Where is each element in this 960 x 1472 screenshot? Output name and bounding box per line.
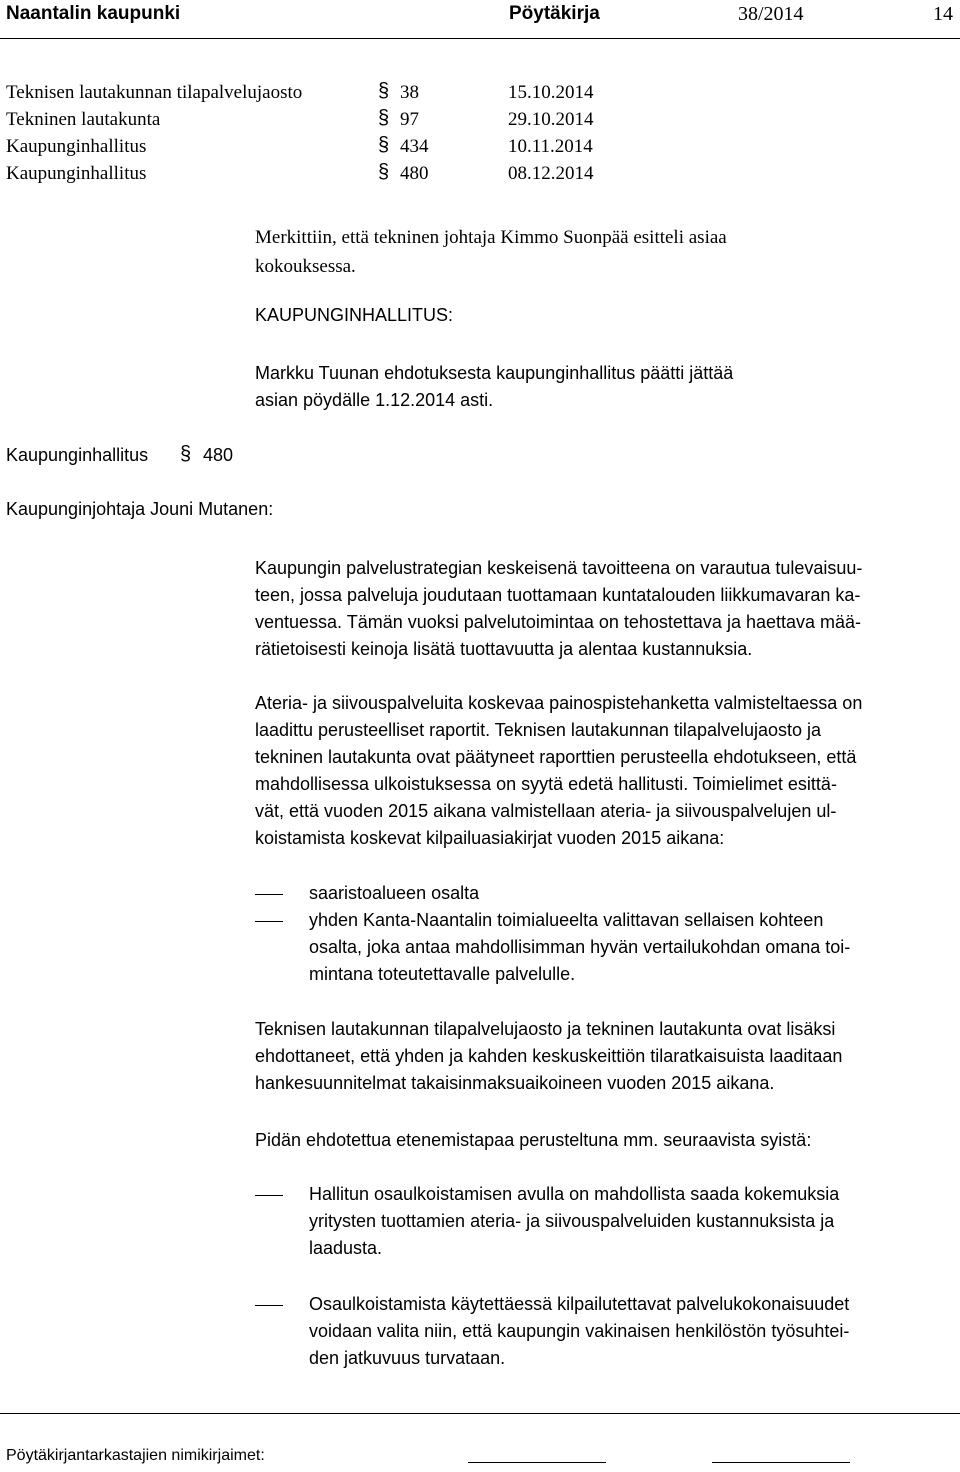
- paragraph-2: [255, 690, 955, 852]
- text-line: Pidän ehdotettua etenemistapaa perusteltuna mm. seuraavista syistä:: [255, 1130, 812, 1150]
- history-body: Kaupunginhallitus: [6, 136, 147, 157]
- signature-line[interactable]: [468, 1462, 606, 1463]
- current-body: Kaupunginhallitus: [6, 445, 149, 465]
- decision-text: [255, 360, 955, 414]
- header-city: Naantalin kaupunki: [6, 3, 181, 24]
- history-section: 434: [400, 136, 429, 157]
- header-page-number: 14: [933, 3, 953, 25]
- text-line: koistamista koskevat kilpailuasiakirjat vuoden 2015 aikana:: [255, 828, 725, 848]
- text-line: mahdollisessa ulkoistuksessa on syytä edetä hallitusti. Toimielimet esittä-: [255, 774, 837, 794]
- dash-bullet-icon: [255, 1195, 283, 1196]
- text-line: yhden Kanta-Naantalin toimialueelta valittavan sellaisen kohteen: [309, 910, 824, 930]
- section-sign-icon: §: [378, 161, 390, 183]
- signature-label: Pöytäkirjantarkastajien nimikirjaimet:: [6, 1447, 265, 1464]
- decision-line: asian pöydälle 1.12.2014 asti.: [255, 390, 494, 410]
- decision-label: KAUPUNGINHALLITUS:: [255, 305, 454, 325]
- history-date: 08.12.2014: [508, 163, 594, 184]
- list-item: [309, 907, 850, 988]
- dash-bullet-icon: [255, 894, 283, 895]
- header-doc-type: Pöytäkirja: [509, 3, 600, 24]
- text-line: Teknisen lautakunnan tilapalvelujaosto ja tekninen lautakunta ovat lisäksi: [255, 1019, 836, 1039]
- history-body: Tekninen lautakunta: [6, 109, 161, 130]
- paragraph-4: [255, 1127, 955, 1154]
- list-item: [309, 1181, 839, 1262]
- text-line: ehdottaneet, että yhden ja kahden keskuskeittiön tilaratkaisuista laaditaan: [255, 1046, 843, 1066]
- text-line: rätietoisesti keinoja lisätä tuottavuutta ja alentaa kustannuksia.: [255, 639, 753, 659]
- list-item: [309, 880, 479, 907]
- list-item: [309, 1291, 849, 1372]
- text-line: tekninen lautakunta ovat päätyneet raporttien perusteella ehdotukseen, että: [255, 747, 857, 767]
- text-line: laadusta.: [309, 1238, 383, 1258]
- text-line: laadittu perusteelliset raportit. Teknisen lautakunnan tilapalvelujaosto ja: [255, 720, 822, 740]
- footer-rule: [0, 1413, 960, 1414]
- section-sign-icon: §: [378, 107, 390, 129]
- history-date: 10.11.2014: [508, 136, 593, 157]
- text-line: yritysten tuottamien ateria- ja siivouspalveluiden kustannuksista ja: [309, 1211, 835, 1231]
- dash-bullet-icon: [255, 921, 283, 922]
- text-line: ventuessa. Tämän vuoksi palvelutoimintaa on tehostettava ja haettava mää-: [255, 612, 862, 632]
- dash-bullet-icon: [255, 1305, 283, 1306]
- header-rule: [0, 38, 960, 39]
- text-line: Kaupungin palvelustrategian keskeisenä tavoitteena on varautua tulevaisuu-: [255, 558, 863, 578]
- text-line: mintana toteutettavalle palvelulle.: [309, 964, 576, 984]
- history-section: 480: [400, 163, 429, 184]
- section-sign-icon: §: [378, 80, 390, 102]
- history-date: 29.10.2014: [508, 109, 594, 130]
- text-line: den jatkuvuus turvataan.: [309, 1348, 506, 1368]
- text-line: Ateria- ja siivouspalveluita koskevaa painospistehanketta valmisteltaessa on: [255, 693, 863, 713]
- history-section: 38: [400, 82, 419, 103]
- text-line: voidaan valita niin, että kaupungin vakinaisen henkilöstön työsuhtei-: [309, 1321, 850, 1341]
- note-line: kokouksessa.: [255, 256, 356, 277]
- signature-line[interactable]: [712, 1462, 850, 1463]
- presentation-note: [255, 223, 955, 281]
- text-line: vät, että vuoden 2015 aikana valmistellaan ateria- ja siivouspalvelujen ul-: [255, 801, 837, 821]
- text-line: saaristoalueen osalta: [309, 883, 480, 903]
- paragraph-3: [255, 1016, 955, 1097]
- note-line: Merkittiin, että tekninen johtaja Kimmo Suonpää esitteli asiaa: [255, 227, 727, 248]
- history-date: 15.10.2014: [508, 82, 594, 103]
- text-line: osalta, joka antaa mahdollisimman hyvän vertailukohdan omana toi-: [309, 937, 851, 957]
- paragraph-1: [255, 555, 955, 663]
- section-sign-icon: §: [180, 443, 192, 465]
- text-line: Hallitun osaulkoistamisen avulla on mahdollista saada kokemuksia: [309, 1184, 840, 1204]
- text-line: teen, jossa palveluja joudutaan tuottamaan kuntatalouden liikkumavaran ka-: [255, 585, 861, 605]
- text-line: Osaulkoistamista käytettäessä kilpailutettavat palvelukokonaisuudet: [309, 1294, 850, 1314]
- presenter-label: Kaupunginjohtaja Jouni Mutanen:: [6, 499, 274, 519]
- section-sign-icon: §: [378, 134, 390, 156]
- header-doc-number: 38/2014: [738, 3, 804, 25]
- decision-line: Markku Tuunan ehdotuksesta kaupunginhallitus päätti jättää: [255, 363, 734, 383]
- text-line: hankesuunnitelmat takaisinmaksuaikoineen vuoden 2015 aikana.: [255, 1073, 775, 1093]
- history-section: 97: [400, 109, 419, 130]
- current-section: 480: [203, 445, 234, 465]
- history-body: Teknisen lautakunnan tilapalvelujaosto: [6, 82, 303, 103]
- history-body: Kaupunginhallitus: [6, 163, 147, 184]
